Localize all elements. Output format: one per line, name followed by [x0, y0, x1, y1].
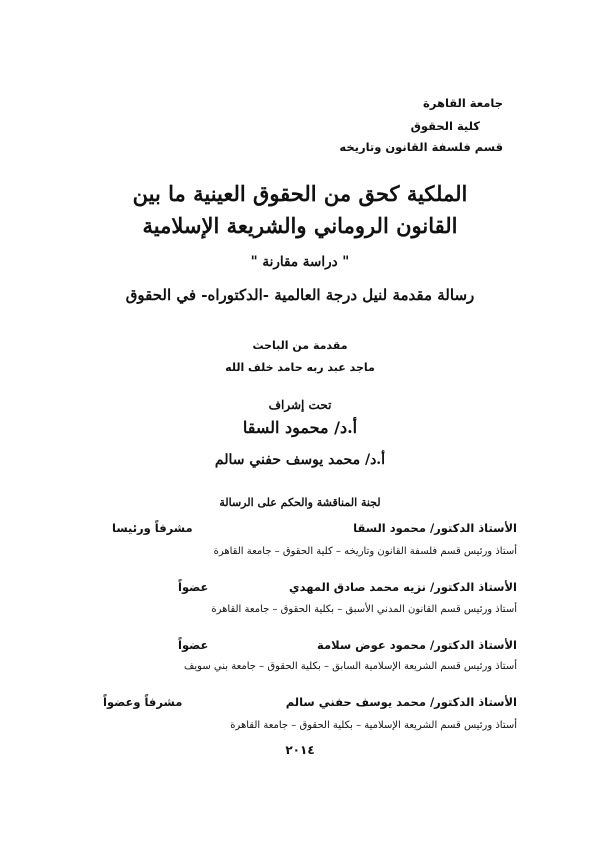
committee-member-name: الأستاذ الدكتور/ نزيه محمد صادق المهدي — [289, 580, 517, 594]
thesis-title-line-2: القانون الروماني والشريعة الإسلامية — [142, 213, 458, 238]
year: ٢٠١٤ — [285, 743, 315, 757]
committee-member-name: الأستاذ الدكتور/ محمد يوسف حفني سالم — [285, 695, 517, 709]
committee-member-affiliation: أستاذ ورئيس قسم الشريعة الإسلامية – بكلية الحقوق – جامعة القاهرة — [230, 720, 517, 731]
committee-member-affiliation: أستاذ ورئيس قسم فلسفة القانون وتاريخه – كلية الحقوق – جامعة القاهرة — [213, 546, 517, 557]
supervisor-2: أ.د/ محمد يوسف حفني سالم — [214, 452, 386, 468]
university-name: جامعة القاهرة — [423, 96, 503, 110]
committee-member-name: الأستاذ الدكتور/ محمود عوض سلامة — [317, 638, 517, 652]
supervisor-1: أ.د/ محمود السقا — [242, 418, 358, 437]
committee-member-role: عضواً — [178, 580, 209, 594]
committee-member-role: مشرفاً ورئيسا — [112, 521, 193, 535]
thesis-title-line-1: الملكية كحق من الحقوق العينية ما بين — [132, 181, 468, 206]
thesis-subtitle: " دراسة مقارنة " — [250, 254, 350, 270]
committee-title: لجنة المناقشة والحكم على الرسالة — [219, 496, 381, 509]
supervision-label: تحت إشراف — [268, 398, 332, 412]
researcher-label: مقدمة من الباحث — [252, 339, 348, 352]
department-name: قسم فلسفة القانون وتاريخه — [339, 140, 503, 154]
faculty-name: كلية الحقوق — [410, 119, 480, 133]
committee-member-role: عضواً — [178, 638, 209, 652]
researcher-name: ماجد عبد ربه حامد خلف الله — [225, 361, 375, 374]
committee-member-role: مشرفاً وعضواً — [103, 695, 183, 709]
committee-member-name: الأستاذ الدكتور/ محمود السقا — [353, 521, 517, 535]
degree-statement: رسالة مقدمة لنيل درجة العالمية -الدكتوراه- في الحقوق — [125, 286, 475, 304]
committee-member-affiliation: أستاذ ورئيس قسم القانون المدني الأسبق – بكلية الحقوق – جامعة القاهرة — [211, 604, 517, 615]
committee-member-affiliation: أستاذ ورئيس قسم الشريعة الإسلامية السابق – بكلية الحقوق – جامعة بني سويف — [184, 661, 517, 672]
